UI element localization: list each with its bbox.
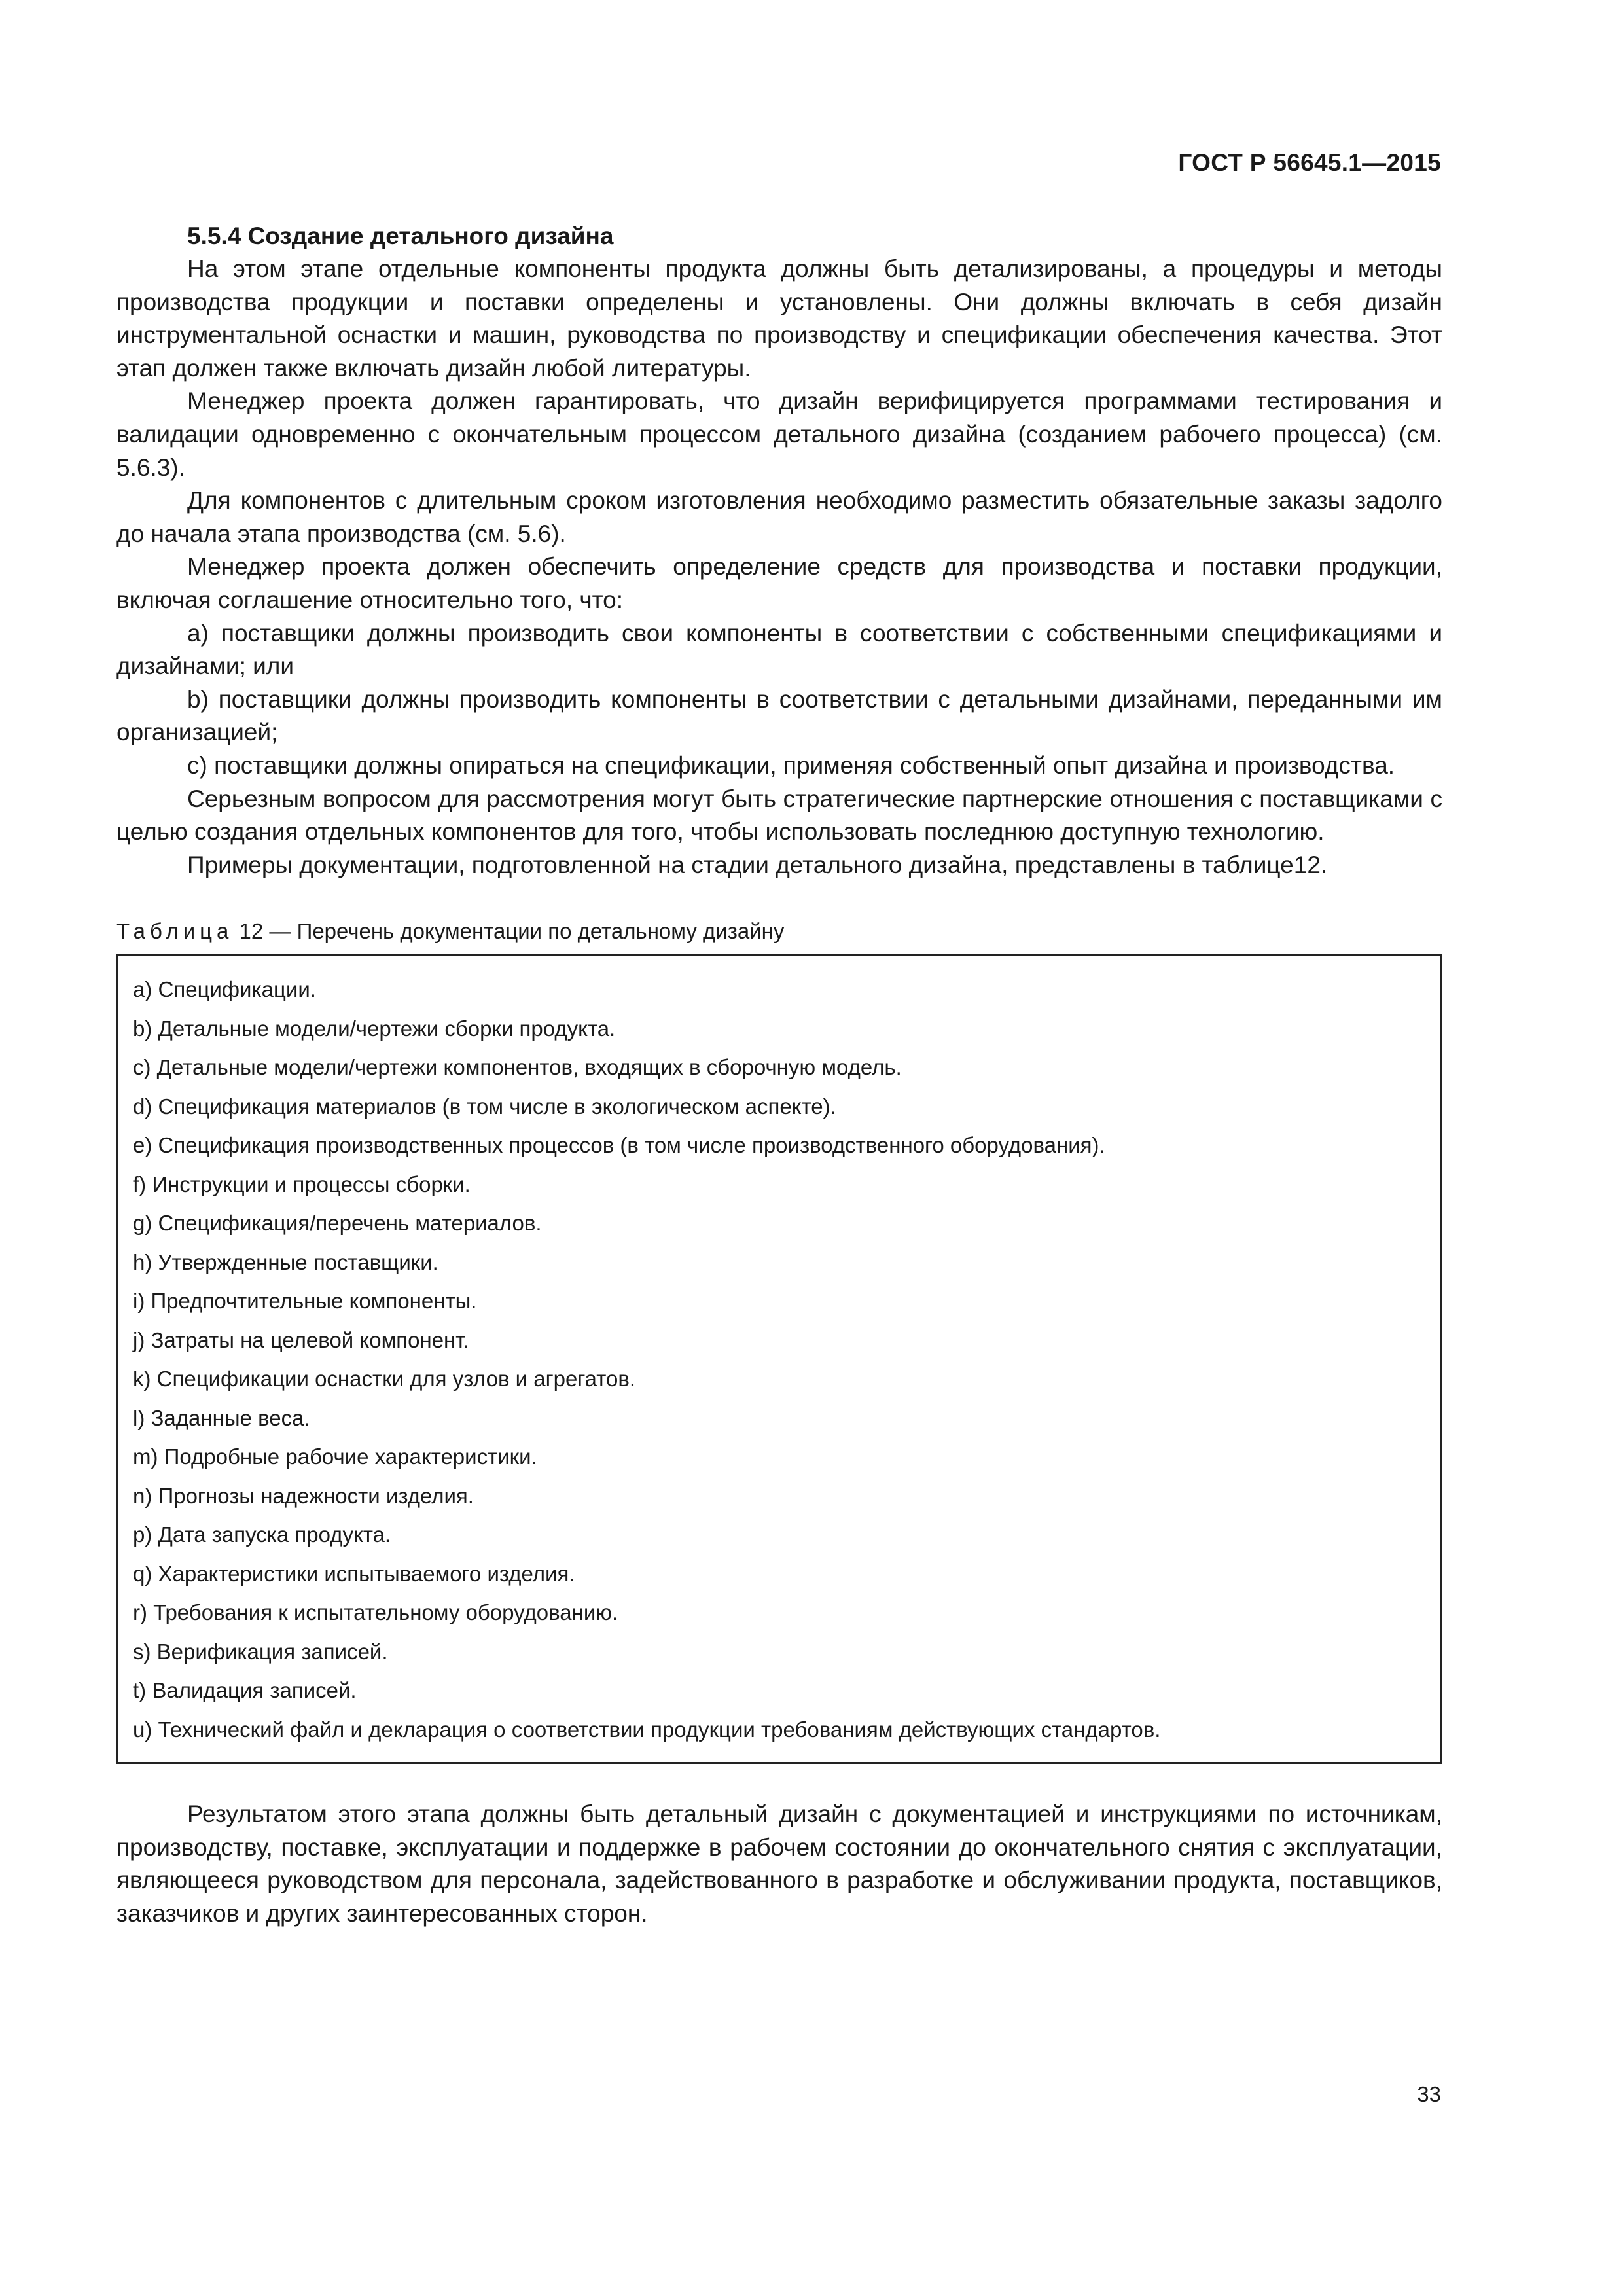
paragraph-verification: Менеджер проекта должен гарантировать, что дизайн верифицируется программами тестирования и валидации одновременно с окончательным процессом детального дизайна (созданием рабочего процесса) (см. 5.6.3). bbox=[116, 387, 1442, 481]
table-row: c) Детальные модели/чертежи компонентов, входящих в сборочную модель. bbox=[133, 1055, 902, 1080]
table-row: d) Спецификация материалов (в том числе в экологическом аспекте). bbox=[133, 1094, 836, 1119]
paragraph-table-reference: Примеры документации, подготовленной на стадии детального дизайна, представлены в таблице12. bbox=[187, 851, 1328, 878]
table-caption bbox=[116, 917, 1442, 946]
table-row: n) Прогнозы надежности изделия. bbox=[133, 1483, 474, 1508]
paragraph-item-c: c) поставщики должны опираться на спецификации, применяя собственный опыт дизайна и производства. bbox=[187, 751, 1395, 779]
table-row: t) Валидация записей. bbox=[133, 1678, 357, 1703]
page-number: 33 bbox=[1417, 2082, 1441, 2106]
paragraph-item-a: а) поставщики должны производить свои компоненты в соответствии с собственными спецификациями и дизайнами; или bbox=[116, 619, 1442, 680]
table-row: u) Технический файл и декларация о соответствии продукции требованиям действующих стандартов. bbox=[133, 1717, 1161, 1742]
table-caption-text: 12 — Перечень документации по детальному дизайну bbox=[233, 919, 785, 944]
paragraph-strategic-partnership: Серьезным вопросом для рассмотрения могут быть стратегические партнерские отношения с поставщиками с целью создания отдельных компонентов для того, чтобы использовать последнюю доступную технологию. bbox=[116, 785, 1442, 846]
table-row: p) Дата запуска продукта. bbox=[133, 1522, 391, 1547]
page-content bbox=[116, 220, 1442, 1931]
paragraph-long-lead-components: Для компонентов с длительным сроком изготовления необходимо разместить обязательные заказы задолго до начала этапа производства (см. 5.6). bbox=[116, 487, 1442, 547]
paragraph-item-b: b) поставщики должны производить компоненты в соответствии с детальными дизайнами, переданными им организацией; bbox=[116, 685, 1442, 746]
table-row: g) Спецификация/перечень материалов. bbox=[133, 1211, 542, 1236]
table-row: m) Подробные рабочие характеристики. bbox=[133, 1444, 537, 1469]
section-title: 5.5.4 Создание детального дизайна bbox=[187, 223, 614, 249]
table-row: r) Требования к испытательному оборудованию. bbox=[133, 1600, 618, 1625]
table-row: e) Спецификация производственных процессов (в том числе производственного оборудования). bbox=[133, 1133, 1105, 1158]
result-paragraph: Результатом этого этапа должны быть детальный дизайн с документацией и инструкциями по источникам, производству, поставке, эксплуатации и поддержке в рабочем состоянии до окончательного снятия с эксплуатации, являющееся руководством для персонала, задействованного в разработке и обслуживании продукта, поставщиков, заказчиков и других заинтересованных сторон. bbox=[116, 1801, 1442, 1928]
table-caption-label: Таблица bbox=[116, 919, 234, 944]
table-row: f) Инструкции и процессы сборки. bbox=[133, 1172, 471, 1196]
table-row: s) Верификация записей. bbox=[133, 1639, 388, 1664]
paragraph-supply-agreement: Менеджер проекта должен обеспечить определение средств для производства и поставки продукции, включая соглашение относительно того, что: bbox=[116, 553, 1442, 613]
table-row: h) Утвержденные поставщики. bbox=[133, 1249, 438, 1274]
document-standard-id: ГОСТ Р 56645.1—2015 bbox=[1178, 149, 1441, 176]
table-row: l) Заданные веса. bbox=[133, 1405, 310, 1430]
table-row: q) Характеристики испытываемого изделия. bbox=[133, 1561, 575, 1586]
table-row: a) Спецификации. bbox=[133, 977, 316, 1002]
table-row: b) Детальные модели/чертежи сборки продукта. bbox=[133, 1016, 616, 1041]
paragraph-stage-description: На этом этапе отдельные компоненты продукта должны быть детализированы, а процедуры и методы производства продукции и поставки определены и установлены. Они должны включать в себя дизайн инструментальной оснастки и машин, руководства по производству и спецификации обеспечения качества. Этот этап должен также включать дизайн любой литературы. bbox=[116, 255, 1442, 382]
table-row: k) Спецификации оснастки для узлов и агрегатов. bbox=[133, 1367, 636, 1391]
table-row: i) Предпочтительные компоненты. bbox=[133, 1289, 477, 1314]
documentation-table bbox=[116, 954, 1442, 1764]
table-row: j) Затраты на целевой компонент. bbox=[133, 1327, 469, 1352]
